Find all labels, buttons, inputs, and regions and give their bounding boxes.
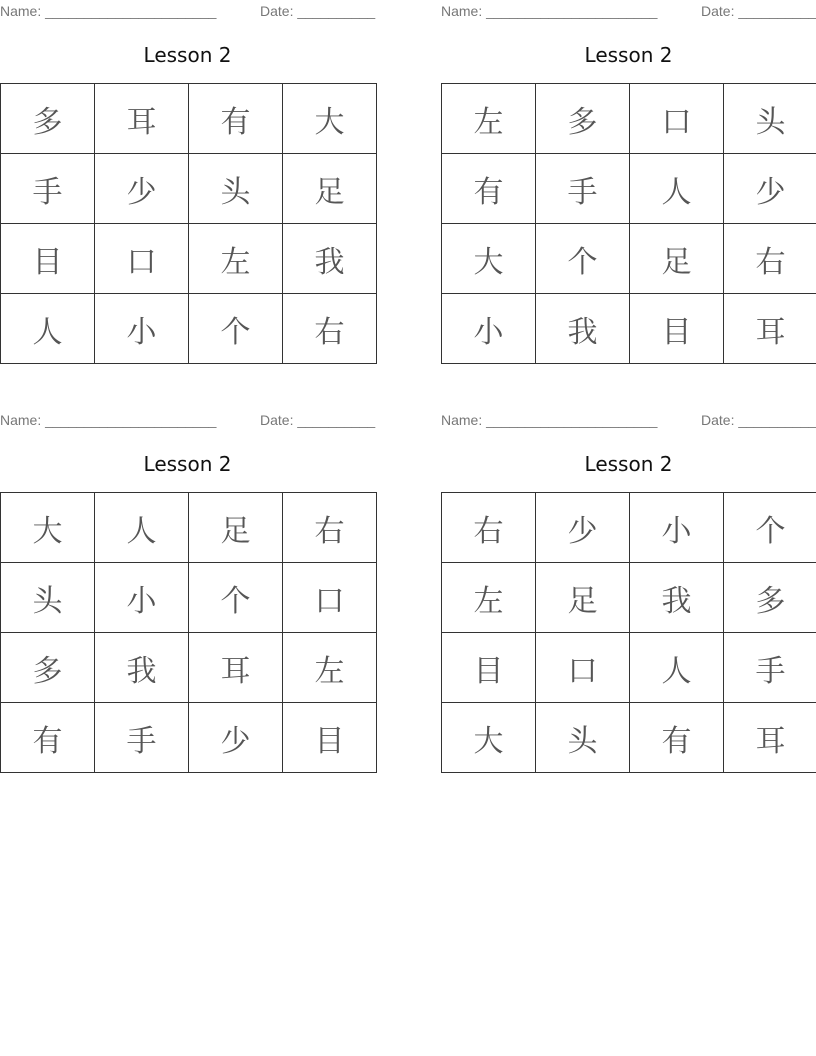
worksheet-header bbox=[441, 411, 816, 429]
worksheet-card bbox=[0, 409, 375, 781]
grid-cell: 多 bbox=[724, 563, 816, 633]
grid-cell: 我 bbox=[630, 563, 724, 633]
worksheet-header bbox=[441, 2, 816, 20]
grid-row bbox=[1, 224, 377, 294]
date-field-label: Date: __________ bbox=[701, 412, 816, 428]
grid-cell: 小 bbox=[95, 563, 189, 633]
worksheet-title: Lesson 2 bbox=[143, 43, 232, 67]
grid-row bbox=[1, 84, 377, 154]
character-grid bbox=[0, 492, 377, 773]
grid-row bbox=[442, 154, 816, 224]
grid-row bbox=[442, 563, 816, 633]
name-field-label: Name: ______________________ bbox=[0, 412, 217, 428]
grid-cell: 手 bbox=[724, 633, 816, 703]
grid-cell: 左 bbox=[442, 84, 536, 154]
grid-row bbox=[1, 294, 377, 364]
grid-cell: 左 bbox=[189, 224, 283, 294]
grid-cell: 耳 bbox=[95, 84, 189, 154]
grid-cell: 我 bbox=[283, 224, 377, 294]
grid-cell: 多 bbox=[536, 84, 630, 154]
grid-cell: 手 bbox=[95, 703, 189, 773]
grid-cell: 个 bbox=[189, 563, 283, 633]
grid-cell: 头 bbox=[1, 563, 95, 633]
worksheet-card bbox=[0, 0, 375, 372]
grid-cell: 少 bbox=[536, 493, 630, 563]
worksheet-header bbox=[0, 411, 375, 429]
worksheet-header bbox=[0, 2, 375, 20]
grid-cell: 头 bbox=[189, 154, 283, 224]
grid-cell: 多 bbox=[1, 84, 95, 154]
grid-row bbox=[1, 493, 377, 563]
grid-row bbox=[1, 703, 377, 773]
grid-cell: 大 bbox=[283, 84, 377, 154]
grid-cell: 少 bbox=[95, 154, 189, 224]
grid-cell: 左 bbox=[283, 633, 377, 703]
grid-cell: 左 bbox=[442, 563, 536, 633]
grid-cell: 口 bbox=[536, 633, 630, 703]
grid-cell: 右 bbox=[283, 294, 377, 364]
grid-row bbox=[442, 493, 816, 563]
grid-cell: 耳 bbox=[724, 703, 816, 773]
grid-cell: 足 bbox=[283, 154, 377, 224]
name-field-label: Name: ______________________ bbox=[441, 412, 658, 428]
name-field-label: Name: ______________________ bbox=[0, 3, 217, 19]
grid-cell: 人 bbox=[630, 633, 724, 703]
grid-cell: 有 bbox=[189, 84, 283, 154]
grid-cell: 人 bbox=[1, 294, 95, 364]
grid-cell: 目 bbox=[630, 294, 724, 364]
grid-cell: 目 bbox=[1, 224, 95, 294]
grid-cell: 耳 bbox=[189, 633, 283, 703]
grid-cell: 人 bbox=[95, 493, 189, 563]
grid-cell: 口 bbox=[283, 563, 377, 633]
date-field-label: Date: __________ bbox=[260, 412, 376, 428]
grid-cell: 足 bbox=[189, 493, 283, 563]
character-grid bbox=[0, 83, 377, 364]
worksheet-title: Lesson 2 bbox=[584, 452, 673, 476]
grid-cell: 足 bbox=[630, 224, 724, 294]
worksheet-title: Lesson 2 bbox=[143, 452, 232, 476]
grid-cell: 少 bbox=[189, 703, 283, 773]
grid-cell: 我 bbox=[95, 633, 189, 703]
grid-row bbox=[1, 633, 377, 703]
grid-cell: 个 bbox=[189, 294, 283, 364]
grid-cell: 大 bbox=[1, 493, 95, 563]
grid-row bbox=[1, 563, 377, 633]
grid-cell: 大 bbox=[442, 224, 536, 294]
worksheet-card bbox=[441, 0, 816, 372]
grid-cell: 右 bbox=[724, 224, 816, 294]
grid-cell: 手 bbox=[536, 154, 630, 224]
worksheet-card bbox=[441, 409, 816, 781]
grid-cell: 多 bbox=[1, 633, 95, 703]
grid-cell: 头 bbox=[724, 84, 816, 154]
grid-row bbox=[442, 224, 816, 294]
grid-cell: 手 bbox=[1, 154, 95, 224]
grid-cell: 耳 bbox=[724, 294, 816, 364]
grid-cell: 大 bbox=[442, 703, 536, 773]
worksheet-title: Lesson 2 bbox=[584, 43, 673, 67]
grid-cell: 少 bbox=[724, 154, 816, 224]
date-field-label: Date: __________ bbox=[260, 3, 376, 19]
grid-cell: 小 bbox=[630, 493, 724, 563]
grid-cell: 右 bbox=[442, 493, 536, 563]
grid-cell: 目 bbox=[442, 633, 536, 703]
grid-cell: 小 bbox=[95, 294, 189, 364]
grid-row bbox=[442, 84, 816, 154]
character-grid bbox=[441, 492, 816, 773]
grid-cell: 有 bbox=[1, 703, 95, 773]
grid-cell: 个 bbox=[536, 224, 630, 294]
grid-cell: 足 bbox=[536, 563, 630, 633]
grid-row bbox=[442, 703, 816, 773]
grid-cell: 小 bbox=[442, 294, 536, 364]
grid-cell: 口 bbox=[630, 84, 724, 154]
grid-cell: 有 bbox=[630, 703, 724, 773]
grid-cell: 目 bbox=[283, 703, 377, 773]
grid-cell: 有 bbox=[442, 154, 536, 224]
name-field-label: Name: ______________________ bbox=[441, 3, 658, 19]
grid-cell: 头 bbox=[536, 703, 630, 773]
grid-cell: 右 bbox=[283, 493, 377, 563]
date-field-label: Date: __________ bbox=[701, 3, 816, 19]
grid-cell: 我 bbox=[536, 294, 630, 364]
grid-row bbox=[1, 154, 377, 224]
character-grid bbox=[441, 83, 816, 364]
grid-cell: 人 bbox=[630, 154, 724, 224]
grid-cell: 个 bbox=[724, 493, 816, 563]
grid-row bbox=[442, 294, 816, 364]
grid-cell: 口 bbox=[95, 224, 189, 294]
grid-row bbox=[442, 633, 816, 703]
